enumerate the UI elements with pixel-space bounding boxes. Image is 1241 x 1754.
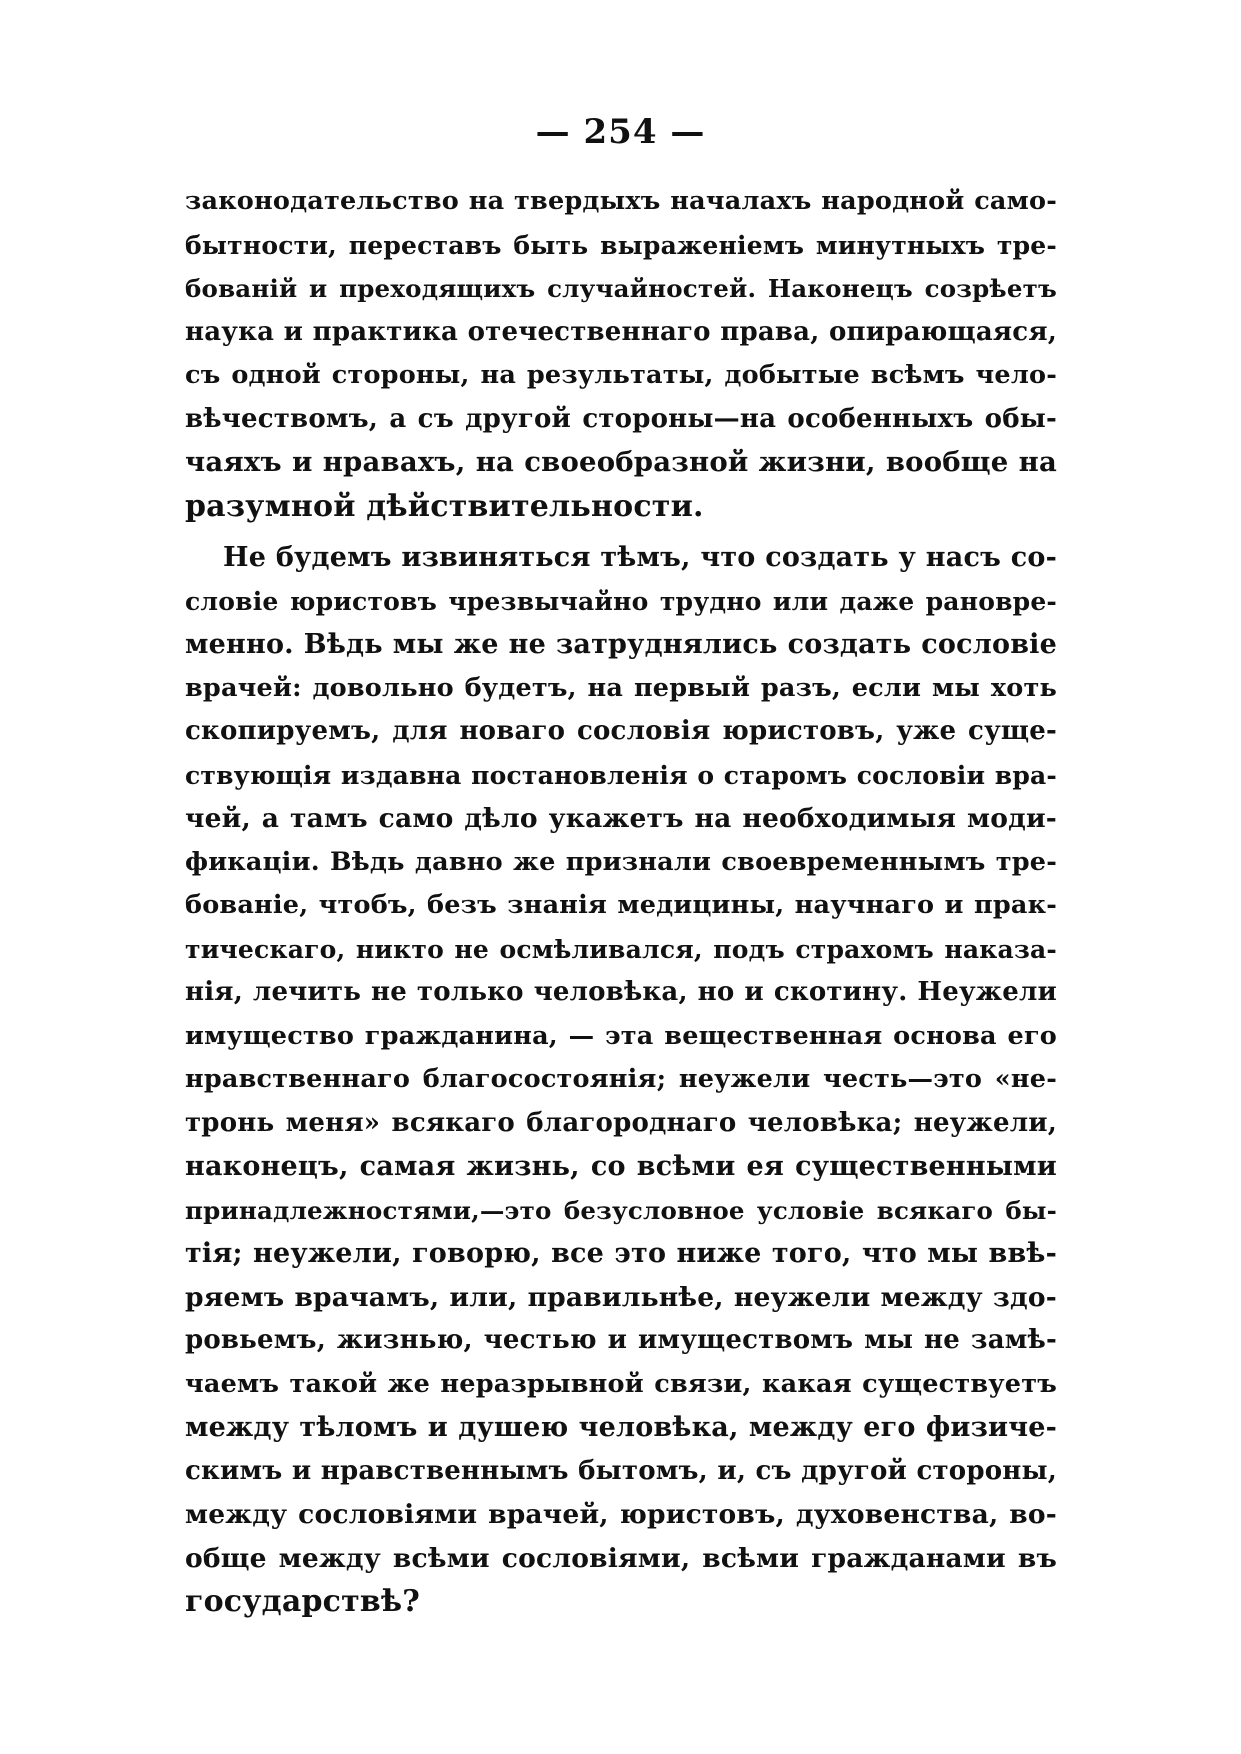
text-line: скимъ и нравственнымъ бытомъ, и, съ другой стороны, [185, 1455, 1057, 1486]
text-line: принадлежностями,—это безусловное условіе всякаго бы- [185, 1195, 1057, 1225]
text-line: между сословіями врачей, юристовъ, духовенства, во- [185, 1499, 1057, 1530]
text-line: государствѣ? [185, 1584, 421, 1619]
text-line: чей, а тамъ само дѣло укажетъ на необходимыя моди- [185, 803, 1057, 834]
text-line: Не будемъ извиняться тѣмъ, что создать у насъ со- [223, 542, 1057, 573]
text-line: разумной дѣйствительности. [185, 488, 704, 524]
text-line: между тѣломъ и душею человѣка, между его физиче- [185, 1412, 1057, 1443]
text-line: скопируемъ, для новаго сословія юристовъ, уже суще- [185, 716, 1057, 746]
text-line: фикаціи. Вѣдь давно же признали своевременнымъ тре- [185, 846, 1057, 877]
page-number: — 254 — [535, 112, 706, 152]
text-line: бытности, переставъ быть выраженіемъ минутныхъ тре- [185, 230, 1057, 260]
paragraph-2 [185, 536, 1057, 1624]
text-line: ствующія издавна постановленія о старомъ сословіи вра- [185, 760, 1057, 790]
text-line: бованіе, чтобъ, безъ знанія медицины, научнаго и прак- [185, 890, 1057, 920]
text-line: съ одной стороны, на результаты, добытые всѣмъ чело- [185, 360, 1057, 390]
text-line: чаяхъ и нравахъ, на своеобразной жизни, вообще на [185, 446, 1057, 478]
text-line: ряемъ врачамъ, или, правильнѣе, неужели между здо- [185, 1281, 1057, 1313]
text-line: чаемъ такой же неразрывной связи, какая существуетъ [185, 1368, 1057, 1399]
text-line: бованій и преходящихъ случайностей. Наконецъ созрѣетъ [185, 274, 1057, 303]
text-line: наконецъ, самая жизнь, со всѣми ея существенными [185, 1151, 1057, 1182]
text-line: словіе юристовъ чрезвычайно трудно или даже рановре- [185, 586, 1057, 616]
text-line: врачей: довольно будетъ, на первый разъ, если мы хоть [185, 672, 1057, 703]
text-line: нія, лечить не только человѣка, но и скотину. Неужели [185, 977, 1057, 1007]
text-line: обще между всѣми сословіями, всѣми гражданами въ [185, 1542, 1057, 1574]
paragraph-1 [185, 180, 1057, 528]
text-line: нравственнаго благосостоянія; неужели честь—это «не- [185, 1064, 1057, 1094]
text-line: тическаго, никто не осмѣливался, подъ страхомъ наказа- [185, 934, 1057, 964]
text-line: вѣчествомъ, а съ другой стороны—на особенныхъ обы- [185, 403, 1057, 434]
text-line: наука и практика отечественнаго права, опирающаяся, [185, 316, 1057, 347]
paragraph-gap [185, 528, 1057, 536]
text-line: имущество гражданина, — эта вещественная основа его [185, 1020, 1057, 1051]
text-line: законодательство на твердыхъ началахъ народной само- [185, 186, 1057, 216]
text-line: тія; неужели, говорю, все это ниже того, что мы ввѣ- [185, 1238, 1057, 1269]
text-line: тронь меня» всякаго благороднаго человѣка; неужели, [185, 1107, 1057, 1138]
body-text [185, 180, 1057, 1624]
text-line: ровьемъ, жизнью, честью и имуществомъ мы не замѣ- [185, 1325, 1057, 1355]
text-line: менно. Вѣдь мы же не затруднялись создать сословіе [185, 629, 1057, 660]
